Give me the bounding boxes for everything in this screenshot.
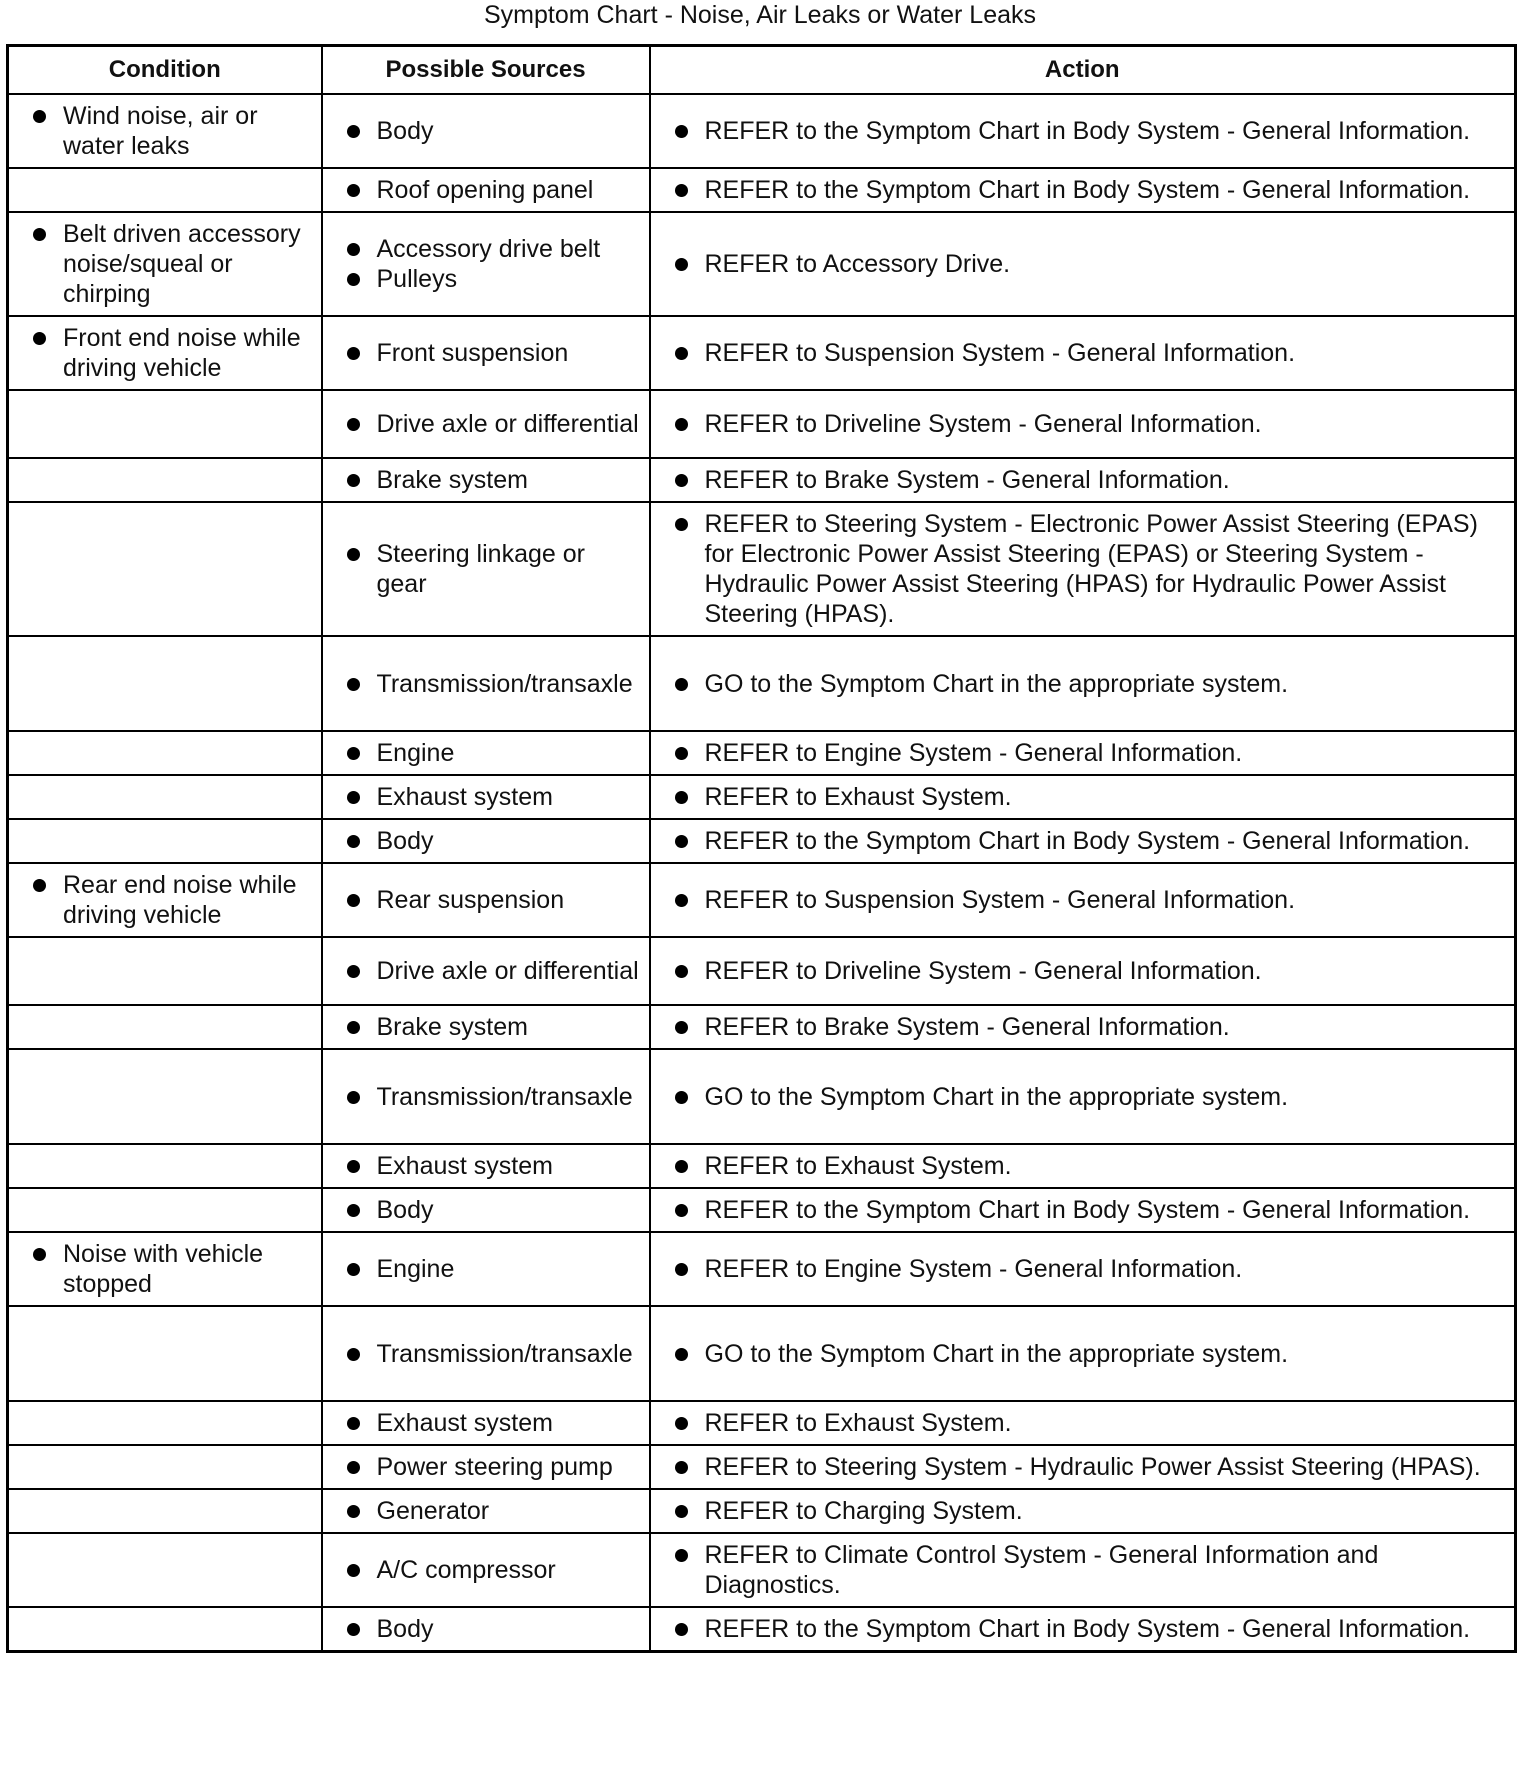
bullet-item [347,1012,641,1042]
bullet-icon [347,965,360,978]
action-text: REFER to Suspension System - General Information. [704,886,1296,914]
bullet-item [347,956,641,986]
bullet-icon [347,273,360,286]
bullet-item [675,1339,1507,1369]
possible-sources-cell [322,1049,650,1144]
bullet-item [675,1408,1507,1438]
possible-sources-cell [322,502,650,636]
possible-sources-cell [322,1533,650,1607]
condition-cell [8,731,322,775]
bullet-icon [675,347,688,360]
action-text: REFER to the Symptom Chart in Body System - General Information. [704,1615,1471,1643]
action-text: REFER to the Symptom Chart in Body System - General Information. [704,117,1471,145]
bullet-item [675,338,1507,368]
condition-cell [8,1144,322,1188]
table-row [8,819,1516,863]
bullet-icon [675,474,688,487]
condition-cell [8,502,322,636]
bullet-item [347,885,641,915]
action-text: REFER to Engine System - General Information. [704,739,1243,767]
bullet-icon [33,1248,46,1261]
source-text: Drive axle or differential [376,410,639,438]
action-text: REFER to Engine System - General Information. [704,1255,1243,1283]
table-row [8,1232,1516,1306]
bullet-icon [347,548,360,561]
action-cell [650,1533,1516,1607]
bullet-icon [347,747,360,760]
possible-sources-cell [322,458,650,502]
bullet-item [33,1239,313,1299]
bullet-item [675,885,1507,915]
action-cell [650,1401,1516,1445]
bullet-icon [675,1505,688,1518]
bullet-icon [675,258,688,271]
condition-cell [8,1533,322,1607]
bullet-item [675,1496,1507,1526]
possible-sources-cell [322,168,650,212]
bullet-icon [347,791,360,804]
action-cell [650,1188,1516,1232]
condition-cell [8,636,322,731]
source-text: Body [376,1615,434,1643]
action-cell [650,168,1516,212]
bullet-item [347,826,641,856]
symptom-chart-table [6,44,1517,1653]
column-header-condition: Condition [8,46,322,95]
bullet-item [675,1151,1507,1181]
bullet-icon [33,110,46,123]
action-cell [650,458,1516,502]
condition-cell [8,1607,322,1652]
possible-sources-cell [322,316,650,390]
action-cell [650,937,1516,1005]
condition-cell [8,458,322,502]
bullet-icon [675,1204,688,1217]
header-row [8,46,1516,95]
bullet-icon [33,879,46,892]
bullet-icon [347,418,360,431]
action-cell [650,731,1516,775]
bullet-item [347,409,641,439]
bullet-item [675,465,1507,495]
bullet-item [675,1452,1507,1482]
action-text: REFER to Suspension System - General Information. [704,339,1296,367]
action-cell [650,1607,1516,1652]
bullet-icon [675,1263,688,1276]
table-row [8,94,1516,168]
bullet-icon [675,1417,688,1430]
bullet-icon [675,1549,688,1562]
table-row [8,937,1516,1005]
bullet-icon [675,1348,688,1361]
condition-cell [8,863,322,937]
condition-text: Front end noise while driving vehicle [63,324,301,382]
action-cell [650,1144,1516,1188]
possible-sources-cell [322,937,650,1005]
possible-sources-cell [322,212,650,316]
table-row [8,458,1516,502]
table-row [8,731,1516,775]
action-cell [650,316,1516,390]
source-text: Engine [376,739,455,767]
source-text: A/C compressor [376,1556,556,1584]
bullet-icon [347,347,360,360]
condition-cell [8,1188,322,1232]
bullet-item [347,234,641,264]
possible-sources-cell [322,390,650,458]
condition-cell [8,1306,322,1401]
possible-sources-cell [322,731,650,775]
possible-sources-cell [322,1489,650,1533]
condition-text: Rear end noise while driving vehicle [63,871,297,929]
possible-sources-cell [322,94,650,168]
table-row [8,1049,1516,1144]
bullet-item [675,1012,1507,1042]
bullet-item [675,1614,1507,1644]
bullet-icon [347,184,360,197]
bullet-item [675,956,1507,986]
bullet-icon [675,1623,688,1636]
bullet-item [347,669,641,699]
table-row [8,1489,1516,1533]
bullet-icon [347,1417,360,1430]
bullet-item [33,101,313,161]
bullet-item [347,1452,641,1482]
bullet-icon [675,965,688,978]
bullet-item [675,509,1507,629]
bullet-item [675,669,1507,699]
condition-cell [8,819,322,863]
action-text: GO to the Symptom Chart in the appropriate system. [704,1082,1289,1111]
bullet-item [347,738,641,768]
action-text: REFER to Driveline System - General Information. [704,957,1262,985]
source-text: Exhaust system [376,1409,553,1437]
bullet-icon [347,1505,360,1518]
bullet-item [675,1082,1507,1112]
action-text: REFER to the Symptom Chart in Body System - General Information. [704,176,1471,204]
bullet-icon [347,1204,360,1217]
bullet-icon [675,678,688,691]
table-row [8,1533,1516,1607]
table-row [8,863,1516,937]
table-row [8,1144,1516,1188]
bullet-icon [675,1091,688,1104]
action-cell [650,1445,1516,1489]
table-body [8,94,1516,1652]
action-cell [650,390,1516,458]
condition-text: Wind noise, air or water leaks [63,102,258,160]
bullet-item [675,826,1507,856]
source-text: Pulleys [376,265,458,293]
possible-sources-cell [322,1005,650,1049]
bullet-item [347,1555,641,1585]
table-row [8,502,1516,636]
source-text: Front suspension [376,339,569,367]
condition-cell [8,1005,322,1049]
bullet-item [347,465,641,495]
bullet-icon [347,1564,360,1577]
condition-cell [8,1401,322,1445]
bullet-item [347,116,641,146]
possible-sources-cell [322,1144,650,1188]
bullet-icon [347,125,360,138]
source-text: Steering linkage or gear [376,540,585,598]
source-text: Rear suspension [376,886,565,914]
source-text: Generator [376,1497,490,1525]
table-row [8,390,1516,458]
action-cell [650,863,1516,937]
source-text: Drive axle or differential [376,957,639,985]
source-text: Exhaust system [376,1152,553,1180]
bullet-item [675,1540,1507,1600]
action-cell [650,819,1516,863]
bullet-icon [675,747,688,760]
bullet-icon [347,243,360,256]
bullet-item [347,539,641,599]
bullet-icon [347,1348,360,1361]
action-text: REFER to Steering System - Electronic Power Assist Steering (EPAS) for Electronic Power Assist Steering (EPAS) or Steering System - Hydraulic Power Assist Steering (HPAS) for Hydraulic Power Assist Steering (HPAS). [704,510,1478,628]
source-text: Body [376,117,434,145]
table-row [8,636,1516,731]
bullet-item [33,323,313,383]
bullet-item [675,738,1507,768]
bullet-item [33,870,313,930]
bullet-icon [675,791,688,804]
source-text: Accessory drive belt [376,235,601,263]
bullet-item [347,1254,641,1284]
condition-cell [8,937,322,1005]
table-row [8,1005,1516,1049]
bullet-icon [675,418,688,431]
bullet-item [675,782,1507,812]
bullet-item [675,175,1507,205]
condition-cell [8,168,322,212]
bullet-icon [675,894,688,907]
table-row [8,1445,1516,1489]
bullet-icon [33,228,46,241]
action-cell [650,94,1516,168]
action-cell [650,775,1516,819]
action-cell [650,1232,1516,1306]
table-row [8,1306,1516,1401]
action-text: REFER to Exhaust System. [704,1409,1012,1437]
bullet-icon [675,1461,688,1474]
possible-sources-cell [322,1306,650,1401]
bullet-icon [347,1623,360,1636]
action-text: REFER to Brake System - General Information. [704,1013,1230,1041]
column-header-action: Action [650,46,1516,95]
action-text: REFER to the Symptom Chart in Body System - General Information. [704,827,1471,855]
chart-title: Symptom Chart - Noise, Air Leaks or Water Leaks [483,1,1037,29]
bullet-item [675,409,1507,439]
action-text: REFER to Steering System - Hydraulic Power Assist Steering (HPAS). [704,1453,1481,1481]
source-text: Body [376,827,434,855]
possible-sources-cell [322,1445,650,1489]
bullet-item [347,1082,641,1112]
action-text: REFER to Climate Control System - General Information and Diagnostics. [704,1541,1379,1599]
bullet-item [347,1195,641,1225]
source-text: Transmission/transaxle [376,669,633,698]
table-row [8,1188,1516,1232]
action-text: GO to the Symptom Chart in the appropriate system. [704,669,1289,698]
table-row [8,212,1516,316]
possible-sources-cell [322,636,650,731]
action-cell [650,1049,1516,1144]
condition-cell [8,1232,322,1306]
condition-text: Belt driven accessory noise/squeal or chirping [63,220,301,308]
possible-sources-cell [322,1188,650,1232]
bullet-icon [347,1461,360,1474]
possible-sources-cell [322,1232,650,1306]
condition-cell [8,316,322,390]
bullet-item [675,116,1507,146]
bullet-item [675,1254,1507,1284]
bullet-item [347,1614,641,1644]
condition-cell [8,1445,322,1489]
action-cell [650,1005,1516,1049]
action-text: REFER to Exhaust System. [704,1152,1012,1180]
table-row [8,316,1516,390]
source-text: Brake system [376,1013,528,1041]
condition-text: Noise with vehicle stopped [63,1240,264,1298]
bullet-icon [347,474,360,487]
bullet-item [347,1151,641,1181]
action-text: GO to the Symptom Chart in the appropriate system. [704,1339,1289,1368]
bullet-icon [347,1160,360,1173]
bullet-item [347,1408,641,1438]
bullet-icon [347,835,360,848]
bullet-icon [33,332,46,345]
bullet-item [33,219,313,309]
condition-cell [8,1489,322,1533]
condition-cell [8,94,322,168]
bullet-icon [675,518,688,531]
action-text: REFER to Driveline System - General Information. [704,410,1262,438]
action-text: REFER to Charging System. [704,1497,1023,1525]
action-text: REFER to Exhaust System. [704,783,1012,811]
table-row [8,1607,1516,1652]
bullet-item [675,249,1507,279]
action-cell [650,1306,1516,1401]
source-text: Roof opening panel [376,176,594,204]
bullet-item [347,782,641,812]
bullet-icon [675,835,688,848]
bullet-icon [347,1263,360,1276]
bullet-icon [675,184,688,197]
action-cell [650,502,1516,636]
bullet-icon [347,1021,360,1034]
action-text: REFER to Brake System - General Information. [704,466,1230,494]
action-cell [650,636,1516,731]
condition-cell [8,775,322,819]
source-text: Engine [376,1255,455,1283]
bullet-icon [675,1021,688,1034]
action-text: REFER to Accessory Drive. [704,250,1011,278]
bullet-icon [675,125,688,138]
source-text: Brake system [376,466,528,494]
possible-sources-cell [322,1401,650,1445]
possible-sources-cell [322,819,650,863]
table-row [8,1401,1516,1445]
bullet-icon [675,1160,688,1173]
column-header-possible-sources: Possible Sources [322,46,650,95]
bullet-icon [347,1091,360,1104]
possible-sources-cell [322,1607,650,1652]
bullet-item [675,1195,1507,1225]
possible-sources-cell [322,863,650,937]
bullet-item [347,264,641,294]
condition-cell [8,212,322,316]
bullet-item [347,175,641,205]
source-text: Body [376,1196,434,1224]
possible-sources-cell [322,775,650,819]
bullet-item [347,338,641,368]
condition-cell [8,390,322,458]
action-cell [650,212,1516,316]
action-cell [650,1489,1516,1533]
source-text: Power steering pump [376,1453,613,1481]
source-text: Transmission/transaxle [376,1339,633,1368]
source-text: Exhaust system [376,783,553,811]
action-text: REFER to the Symptom Chart in Body System - General Information. [704,1196,1471,1224]
condition-cell [8,1049,322,1144]
table-row [8,775,1516,819]
source-text: Transmission/transaxle [376,1082,633,1111]
bullet-item [347,1496,641,1526]
bullet-icon [347,894,360,907]
bullet-item [347,1339,641,1369]
bullet-icon [347,678,360,691]
table-row [8,168,1516,212]
